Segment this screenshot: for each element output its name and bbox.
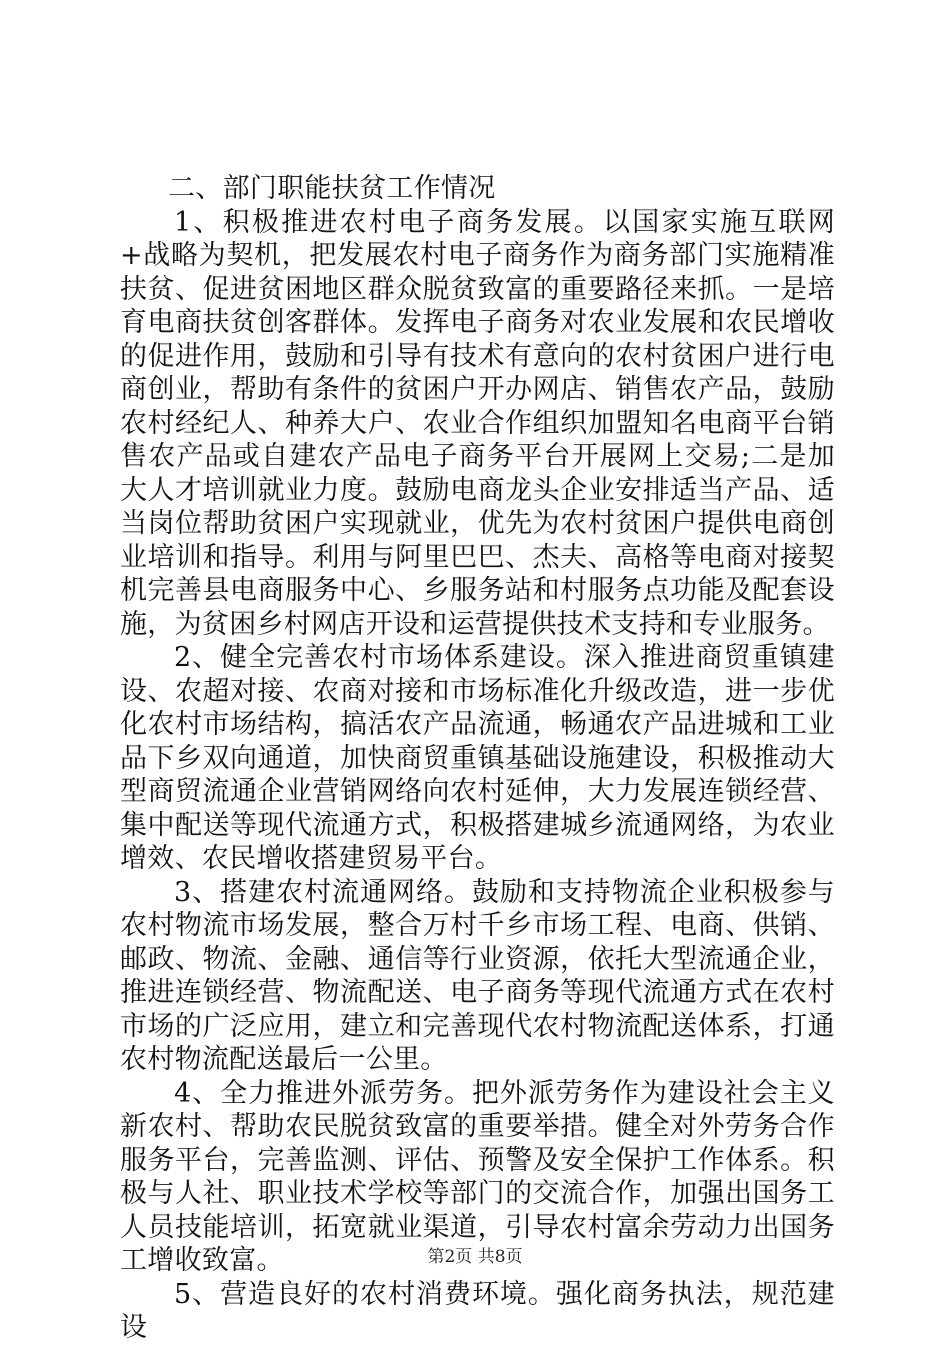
page-footer: [0, 1242, 950, 1267]
document-body: [120, 172, 835, 1345]
paragraph-consumption-environment: 5、营造良好的农村消费环境。强化商务执法，规范建设: [120, 1278, 835, 1343]
section-heading: 二、部门职能扶贫工作情况: [168, 173, 496, 204]
paragraph-market-system: 2、健全完善农村市场体系建设。深入推进商贸重镇建设、农超对接、农商对接和市场标准化升级改造，进一步优化农村市场结构，搞活农产品流通，畅通农产品进城和工业品下乡双向通道，加快商贸重镇基础设施建设，积极推动大型商贸流通企业营销网络向农村延伸，大力发展连锁经营、集中配送等现代流通方式，积极搭建城乡流通网络，为农业增效、农民增收搭建贸易平台。: [120, 642, 835, 874]
page-number: 第2页 共8页: [427, 1247, 523, 1267]
paragraph-distribution-network: 3、搭建农村流通网络。鼓励和支持物流企业积极参与农村物流市场发展，整合万村千乡市场工程、电商、供销、邮政、物流、金融、通信等行业资源，依托大型流通企业，推进连锁经营、物流配送、电子商务等现代流通方式在农村市场的广泛应用，建立和完善现代农村物流配送体系，打通农村物流配送最后一公里。: [120, 876, 835, 1075]
paragraph-overseas-labor: 4、全力推进外派劳务。把外派劳务作为建设社会主义新农村、帮助农民脱贫致富的重要举措。健全对外劳务合作服务平台，完善监测、评估、预警及安全保护工作体系。积极与人社、职业技术学校等部门的交流合作，加强出国务工人员技能培训，拓宽就业渠道，引导农村富余劳动力出国务工增收致富。: [120, 1077, 835, 1276]
paragraph-ecommerce: 1、积极推进农村电子商务发展。以国家实施互联网+战略为契机，把发展农村电子商务作为商务部门实施精准扶贫、促进贫困地区群众脱贫致富的重要路径来抓。一是培育电商扶贫创客群体。发挥电子商务对农业发展和农民增收的促进作用，鼓励和引导有技术有意向的农村贫困户进行电商创业，帮助有条件的贫困户开办网店、销售农产品，鼓励农村经纪人、种养大户、农业合作组织加盟知名电商平台销售农产品或自建农产品电子商务平台开展网上交易;二是加大人才培训就业力度。鼓励电商龙头企业安排适当产品、适当岗位帮助贫困户实现就业，优先为农村贫困户提供电商创业培训和指导。利用与阿里巴巴、杰夫、高格等电商对接契机完善县电商服务中心、乡服务站和村服务点功能及配套设施，为贫困乡村网店开设和运营提供技术支持和专业服务。: [120, 206, 835, 640]
